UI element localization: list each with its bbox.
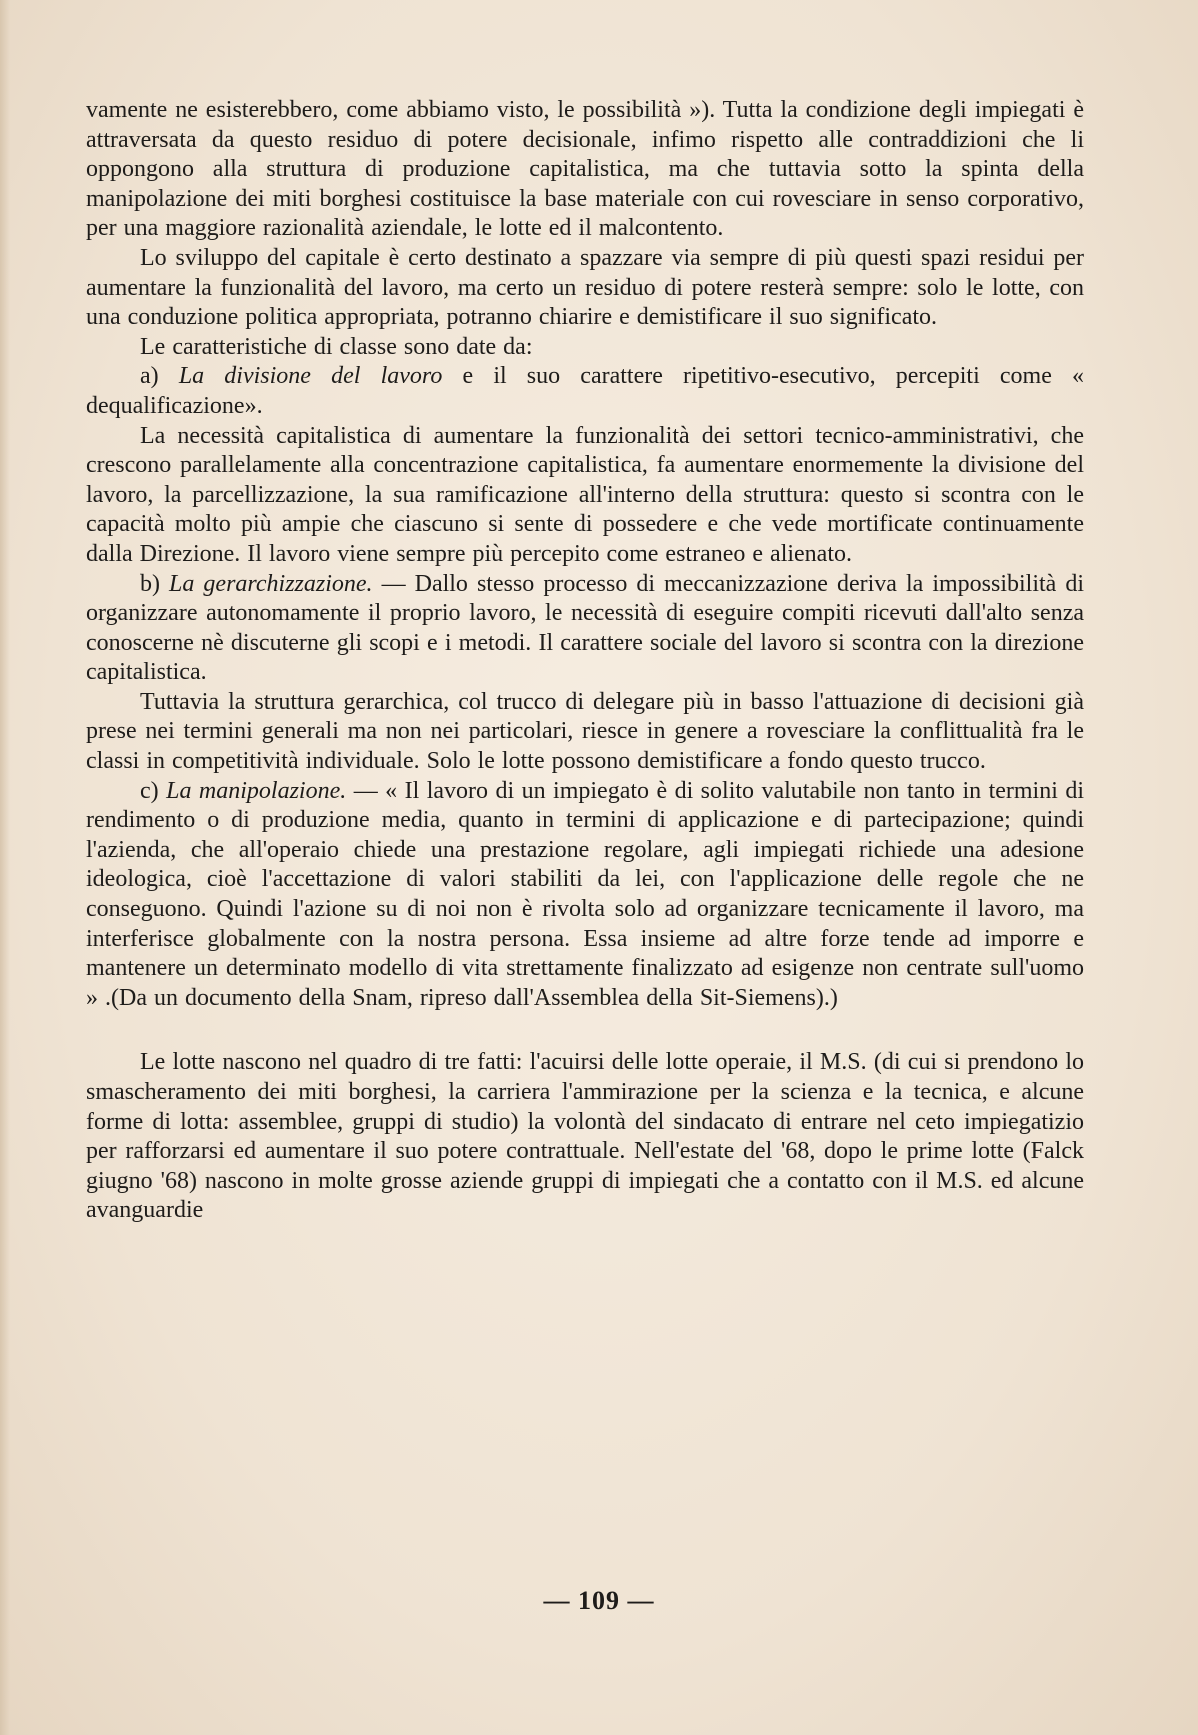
paragraph-6-item-b	[86, 570, 1084, 688]
item-text: — « Il lavoro di un impiegato è di solito valutabile non tanto in termini di rendimento o di produzione media, quanto in termini di applicazione e di partecipazione; quindi l'azienda, che all'operaio chiede una prestazione regolare, agli impiegati richiede una adesione ideologica, cioè l'accettazione di valori stabiliti da lei, con l'applicazione delle regole che ne conseguono. Quindi l'azione su di noi non è rivolta solo ad organizzare tecnicamente il lavoro, ma interferisce globalmente con la nostra persona. Essa insieme ad altre forze tende ad imporre e mantenere un determinato modello di vita strettamente finalizzato ad esigenze non centrate sull'uomo » .(Da un documento della Snam, ripreso dall'Assemblea della Sit-Siemens).)	[86, 777, 1084, 1011]
item-label: a)	[140, 363, 159, 390]
item-text: — Dallo stesso processo di meccanizzazione deriva la impossibilità di organizzare autonomamente il proprio lavoro, le necessità di eseguire compiti ricevuti dall'alto senza conoscerne nè discuterne gli scopi e i metodi. Il carattere sociale del lavoro si scontra con la direzione capitalistica.	[86, 570, 1085, 686]
paragraph-3: Le caratteristiche di classe sono date da:	[140, 333, 533, 360]
item-text: e il suo carattere ripetitivo-esecutivo, percepiti come « dequalificazione».	[86, 363, 1085, 419]
paragraph-2: Lo sviluppo del capitale è certo destinato a spazzare via sempre di più questi spazi residui per aumentare la funzionalità del lavoro, ma certo un residuo di potere resterà sempre: solo le lotte, con una conduzione politica appropriata, potranno chiarire e demistificare il suo significato.	[86, 244, 1084, 331]
paragraph-5: La necessità capitalistica di aumentare la funzionalità dei settori tecnico-amministrativi, che crescono parallelamente alla concentrazione capitalistica, fa aumentare enormemente la divisione del lavoro, la parcellizzazione, la sua ramificazione all'interno della struttura: questo si scontra con le capacità molto più ampie che ciascuno si sente di possedere e che vede mortificate continuamente dalla Direzione. Il lavoro viene sempre più percepito come estraneo e alienato.	[86, 422, 1084, 567]
item-label: b)	[140, 570, 160, 597]
document-page	[86, 96, 1084, 1226]
page-number: — 109 —	[543, 1586, 655, 1615]
paragraph-1: vamente ne esisterebbero, come abbiamo visto, le possibilità »). Tutta la condizione degli impiegati è attraversata da questo residuo di potere decisionale, infimo rispetto alle contraddizioni che li oppongono alla struttura di produzione capitalistica, ma che tuttavia sotto la spinta della manipolazione dei miti borghesi costituisce la base materiale con cui rovesciare in senso corporativo, per una maggiore razionalità aziendale, le lotte ed il malcontento.	[86, 97, 1084, 242]
paragraph-7: Tuttavia la struttura gerarchica, col trucco di delegare più in basso l'attuazione di decisioni già prese nei termini generali ma non nei particolari, riesce in genere a rovesciare la conflittualità fra le classi in competitività individuale. Solo le lotte possono demistificare a fondo questo trucco.	[86, 688, 1084, 775]
item-title: La gerarchizzazione.	[169, 570, 373, 597]
paragraph-8-item-c	[86, 777, 1084, 1014]
page-edge-shadow	[0, 0, 10, 1735]
paragraph-4-item-a	[86, 362, 1084, 421]
item-title: La manipolazione.	[166, 777, 347, 804]
item-label: c)	[140, 777, 159, 804]
section-separator	[86, 1013, 1084, 1048]
item-title: La divisione del lavoro	[178, 363, 443, 390]
paragraph-9: Le lotte nascono nel quadro di tre fatti: l'acuirsi delle lotte operaie, il M.S. (di cui si prendono lo smascheramento dei miti borghesi, la carriera l'ammirazione per la scienza e la tecnica, e alcune forme di lotta: assemblee, gruppi di studio) la volontà del sindacato di entrare nel ceto impiegatizio per rafforzarsi ed aumentare il suo potere contrattuale. Nell'estate del '68, dopo le prime lotte (Falck giugno '68) nascono in molte grosse aziende gruppi di impiegati che a contatto con il M.S. ed alcune avanguardie	[86, 1049, 1084, 1224]
